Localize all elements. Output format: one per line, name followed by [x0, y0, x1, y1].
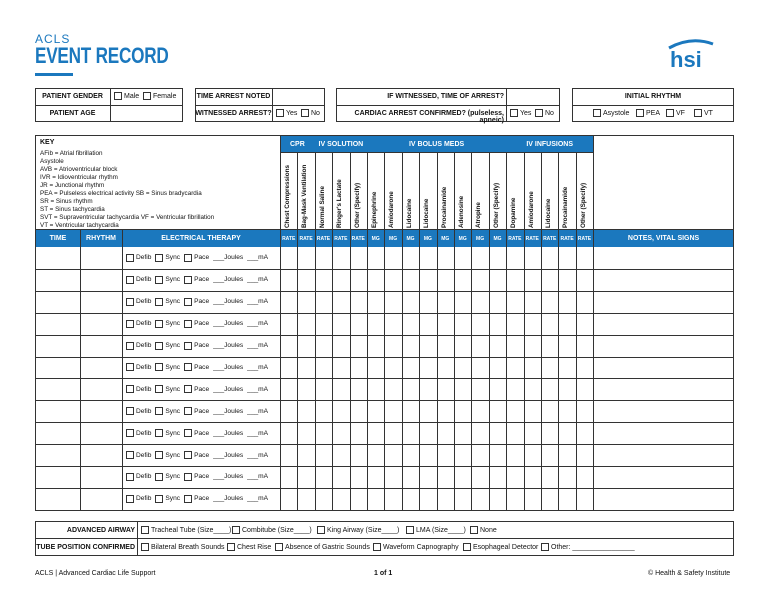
ma-label: ___mA	[247, 342, 269, 350]
pace-label: Pace	[194, 385, 210, 393]
column-label: Amiodarone	[527, 191, 535, 228]
electrical-therapy-row	[126, 422, 272, 444]
unit-label: RATE	[334, 235, 348, 242]
joules-label: ___Joules	[213, 276, 244, 284]
sync-checkbox[interactable]	[155, 254, 163, 262]
asystole-checkbox[interactable]	[593, 109, 601, 117]
key-line: VT = Ventricular tachycardia	[40, 222, 119, 229]
pace-checkbox[interactable]	[184, 320, 192, 328]
airway-checkbox[interactable]	[406, 526, 414, 534]
arrest-confirmed-label: CARDIAC ARREST CONFIRMED? (pulseless, apneic)	[354, 110, 504, 124]
tube-checkbox[interactable]	[541, 543, 549, 551]
rhythm-asystole[interactable]: Asystole	[593, 109, 629, 117]
tube-position-label: TUBE POSITION CONFIRMED	[36, 544, 135, 551]
pace-label: Pace	[194, 342, 210, 350]
key-line: Asystole	[40, 158, 64, 165]
sync-checkbox[interactable]	[155, 320, 163, 328]
pace-label: Pace	[194, 276, 210, 284]
sync-checkbox[interactable]	[155, 298, 163, 306]
confirmed-yes[interactable]: Yes	[510, 109, 531, 117]
column-label: Dopamine	[510, 197, 518, 228]
sync-label: Sync	[165, 451, 181, 459]
electrical-therapy-row	[126, 357, 272, 379]
rhythm-header: RHYTHM	[86, 235, 116, 242]
group-cpr-label: CPR	[290, 140, 305, 148]
pace-label: Pace	[194, 429, 210, 437]
tube-option[interactable]: Chest Rise	[227, 543, 271, 551]
unit-label: MG	[406, 235, 415, 242]
electrical-therapy-header: ELECTRICAL THERAPY	[161, 235, 241, 242]
vf-checkbox[interactable]	[666, 109, 674, 117]
pace-checkbox[interactable]	[184, 429, 192, 437]
unit-label: MG	[493, 235, 502, 242]
witnessed-label: WITNESSED ARREST?	[195, 110, 272, 117]
pace-label: Pace	[194, 363, 210, 371]
airway-checkbox[interactable]	[317, 526, 325, 534]
witnessed-no[interactable]: No	[301, 109, 320, 117]
unit-label: RATE	[316, 235, 331, 242]
ma-label: ___mA	[247, 407, 269, 415]
defib-checkbox[interactable]	[126, 473, 134, 481]
patient-gender-label: PATIENT GENDER	[42, 93, 103, 100]
airway-checkbox[interactable]	[232, 526, 240, 534]
form-subtitle: ACLS	[35, 32, 71, 46]
pea-checkbox[interactable]	[636, 109, 644, 117]
time-of-arrest-input[interactable]	[507, 89, 559, 104]
pace-checkbox[interactable]	[184, 254, 192, 262]
airway-option[interactable]: Combitube (Size____)	[232, 526, 312, 534]
key-line: IVR = Idioventricular rhythm	[40, 174, 118, 181]
defib-checkbox[interactable]	[126, 495, 134, 503]
key-line: PEA = Pulseless electrical activity SB = Sinus bradycardia	[40, 190, 202, 197]
key-title: KEY	[40, 139, 55, 146]
airway-checkbox[interactable]	[141, 526, 149, 534]
column-label: Lidocaine	[405, 198, 413, 228]
column-label: Chest Compressions	[284, 165, 291, 228]
confirmed-no-checkbox[interactable]	[535, 109, 543, 117]
time-header: TIME	[49, 235, 67, 242]
joules-label: ___Joules	[213, 407, 244, 415]
group-iv_infusions-label: IV INFUSIONS	[526, 140, 574, 148]
airway-option[interactable]: None	[470, 526, 497, 534]
female-checkbox[interactable]	[143, 92, 151, 100]
title-underline	[35, 73, 73, 76]
sync-label: Sync	[165, 429, 181, 437]
sync-checkbox[interactable]	[155, 363, 163, 371]
defib-checkbox[interactable]	[126, 451, 134, 459]
defib-checkbox[interactable]	[126, 363, 134, 371]
defib-label: Defib	[136, 429, 152, 437]
pace-label: Pace	[194, 320, 210, 328]
joules-label: ___Joules	[213, 298, 244, 306]
airway-checkbox[interactable]	[470, 526, 478, 534]
ma-label: ___mA	[247, 254, 269, 262]
pace-checkbox[interactable]	[184, 276, 192, 284]
unit-label: MG	[476, 235, 485, 242]
key-line: AVB = Atrioventricular block	[40, 166, 118, 173]
group-iv_solution-label: IV SOLUTION	[318, 140, 364, 148]
airway-option[interactable]: Tracheal Tube (Size____)	[141, 526, 231, 534]
airway-option[interactable]: King Airway (Size____)	[317, 526, 399, 534]
column-label: Atropine	[475, 202, 483, 228]
tube-checkbox[interactable]	[141, 543, 149, 551]
ma-label: ___mA	[247, 495, 269, 503]
unit-label: MG	[423, 235, 432, 242]
male-option[interactable]: Male	[114, 92, 139, 100]
unit-label: MG	[441, 235, 450, 242]
sync-label: Sync	[165, 276, 181, 284]
defib-label: Defib	[136, 276, 152, 284]
joules-label: ___Joules	[213, 320, 244, 328]
tube-option[interactable]: Absence of Gastric Sounds	[275, 543, 370, 551]
unit-label: RATE	[282, 235, 296, 242]
defib-label: Defib	[136, 254, 152, 262]
defib-checkbox[interactable]	[126, 254, 134, 262]
electrical-therapy-row	[126, 313, 272, 335]
column-label: Lidocaine	[545, 198, 552, 228]
unit-label: RATE	[351, 235, 365, 242]
key-line: AFib = Atrial fibrillation	[40, 150, 103, 157]
pace-checkbox[interactable]	[184, 407, 192, 415]
defib-label: Defib	[136, 342, 152, 350]
rhythm-vf[interactable]: VF	[666, 109, 685, 117]
joules-label: ___Joules	[213, 429, 244, 437]
tube-checkbox[interactable]	[463, 543, 471, 551]
unit-label: RATE	[508, 235, 522, 242]
sync-label: Sync	[165, 495, 181, 503]
svg-text:hsi: hsi	[670, 47, 702, 70]
sync-label: Sync	[165, 342, 181, 350]
column-label: Adenosine	[458, 195, 465, 228]
key-line: ST = Sinus tachycardia	[40, 206, 105, 213]
electrical-therapy-row	[126, 400, 272, 422]
electrical-therapy-row	[126, 488, 272, 510]
female-option[interactable]: Female	[143, 92, 176, 100]
ma-label: ___mA	[247, 320, 269, 328]
ma-label: ___mA	[247, 276, 269, 284]
column-label: Other (Specify)	[353, 182, 361, 228]
sync-label: Sync	[165, 473, 181, 481]
defib-label: Defib	[136, 473, 152, 481]
rhythm-vt[interactable]: VT	[694, 109, 713, 117]
defib-label: Defib	[136, 363, 152, 371]
column-label: Normal Saline	[318, 186, 326, 228]
unit-label: RATE	[299, 235, 313, 242]
group-iv_bolus-label: IV BOLUS MEDS	[408, 140, 465, 148]
sync-label: Sync	[165, 385, 181, 393]
electrical-therapy-row	[126, 269, 272, 291]
tube-option[interactable]: Bilateral Breath Sounds	[141, 543, 225, 551]
column-label: Other (Specify)	[579, 182, 587, 228]
page-number: 1 of 1	[374, 570, 393, 577]
pace-checkbox[interactable]	[184, 363, 192, 371]
column-label: Bag-Mask Ventilation	[301, 164, 309, 228]
pace-label: Pace	[194, 254, 210, 262]
pace-checkbox[interactable]	[184, 451, 192, 459]
defib-checkbox[interactable]	[126, 320, 134, 328]
tube-option[interactable]: Waveform Capnography	[373, 543, 459, 551]
form-title: EVENT RECORD	[35, 43, 169, 68]
tube-checkbox[interactable]	[275, 543, 283, 551]
sync-label: Sync	[165, 298, 181, 306]
column-label: Amiodarone	[388, 191, 396, 228]
defib-checkbox[interactable]	[126, 429, 134, 437]
defib-checkbox[interactable]	[126, 276, 134, 284]
pace-checkbox[interactable]	[184, 495, 192, 503]
column-label: Procainamide	[562, 186, 570, 228]
pace-label: Pace	[194, 495, 210, 503]
pace-label: Pace	[194, 407, 210, 415]
defib-label: Defib	[136, 385, 152, 393]
defib-checkbox[interactable]	[126, 298, 134, 306]
unit-label: MG	[371, 235, 380, 242]
defib-checkbox[interactable]	[126, 342, 134, 350]
column-label: Other (Specify)	[492, 182, 500, 228]
electrical-therapy-row	[126, 291, 272, 313]
ma-label: ___mA	[247, 298, 269, 306]
electrical-therapy-row	[126, 466, 272, 488]
sync-label: Sync	[165, 407, 181, 415]
ma-label: ___mA	[247, 385, 269, 393]
pace-checkbox[interactable]	[184, 473, 192, 481]
unit-label: MG	[458, 235, 467, 242]
joules-label: ___Joules	[213, 254, 244, 262]
time-arrest-input[interactable]	[273, 89, 324, 104]
pace-label: Pace	[194, 473, 210, 481]
sync-label: Sync	[165, 320, 181, 328]
male-checkbox[interactable]	[114, 92, 122, 100]
sync-checkbox[interactable]	[155, 276, 163, 284]
footer-left: ACLS | Advanced Cardiac Life Support	[35, 570, 156, 577]
key-line: JR = Junctional rhythm	[40, 182, 105, 189]
pace-checkbox[interactable]	[184, 298, 192, 306]
defib-checkbox[interactable]	[126, 385, 134, 393]
witnessed-no-checkbox[interactable]	[301, 109, 309, 117]
ma-label: ___mA	[247, 429, 269, 437]
pace-label: Pace	[194, 451, 210, 459]
witnessed-yes-checkbox[interactable]	[276, 109, 284, 117]
hsi-logo	[666, 36, 716, 70]
key-line: SR = Sinus rhythm	[40, 198, 93, 205]
confirmed-yes-checkbox[interactable]	[510, 109, 518, 117]
initial-rhythm-label: INITIAL RHYTHM	[624, 93, 682, 100]
defib-label: Defib	[136, 495, 152, 503]
footer-right: © Health & Safety Institute	[648, 570, 731, 577]
sync-checkbox[interactable]	[155, 407, 163, 415]
electrical-therapy-row	[126, 444, 272, 466]
joules-label: ___Joules	[213, 342, 244, 350]
unit-label: RATE	[543, 235, 557, 242]
sync-checkbox[interactable]	[155, 473, 163, 481]
joules-label: ___Joules	[213, 451, 244, 459]
sync-checkbox[interactable]	[155, 451, 163, 459]
witnessed-yes[interactable]: Yes	[276, 109, 297, 117]
rhythm-pea[interactable]: PEA	[636, 109, 660, 117]
airway-option[interactable]: LMA (Size____)	[406, 526, 466, 534]
sync-checkbox[interactable]	[155, 342, 163, 350]
sync-checkbox[interactable]	[155, 495, 163, 503]
sync-checkbox[interactable]	[155, 429, 163, 437]
defib-label: Defib	[136, 298, 152, 306]
key-line: SVT = Supraventricular tachycardia VF = Ventricular fibrillation	[40, 214, 215, 221]
patient-age-label: PATIENT AGE	[49, 110, 96, 117]
joules-label: ___Joules	[213, 473, 244, 481]
tube-option[interactable]: Other: ________________	[541, 543, 635, 551]
tube-option[interactable]: Esophageal Detector	[463, 543, 538, 551]
confirmed-no[interactable]: No	[535, 109, 554, 117]
joules-label: ___Joules	[213, 363, 244, 371]
tube-checkbox[interactable]	[227, 543, 235, 551]
defib-label: Defib	[136, 320, 152, 328]
unit-label: RATE	[560, 235, 574, 242]
pace-checkbox[interactable]	[184, 342, 192, 350]
pace-checkbox[interactable]	[184, 385, 192, 393]
time-arrest-label: TIME ARREST NOTED	[196, 93, 271, 100]
vt-checkbox[interactable]	[694, 109, 702, 117]
column-label: Ringer's Lactate	[336, 179, 344, 228]
defib-checkbox[interactable]	[126, 407, 134, 415]
unit-label: RATE	[525, 235, 539, 242]
sync-label: Sync	[165, 363, 181, 371]
ma-label: ___mA	[247, 363, 269, 371]
tube-checkbox[interactable]	[373, 543, 381, 551]
electrical-therapy-row	[126, 247, 272, 269]
ma-label: ___mA	[247, 473, 269, 481]
defib-label: Defib	[136, 407, 152, 415]
time-of-arrest-label: IF WITNESSED, TIME OF ARREST?	[387, 93, 504, 100]
electrical-therapy-row	[126, 335, 272, 357]
sync-label: Sync	[165, 254, 181, 262]
electrical-therapy-row	[126, 378, 272, 400]
unit-label: MG	[389, 235, 398, 242]
advanced-airway-label: ADVANCED AIRWAY	[66, 527, 135, 534]
column-label: Lidocaine	[423, 198, 431, 228]
pace-label: Pace	[194, 298, 210, 306]
column-label: Procainamide	[440, 186, 448, 228]
patient-age-input[interactable]	[111, 106, 182, 121]
joules-label: ___Joules	[213, 495, 244, 503]
joules-label: ___Joules	[213, 385, 244, 393]
ma-label: ___mA	[247, 451, 269, 459]
notes-header: NOTES, VITAL SIGNS	[627, 235, 700, 242]
defib-label: Defib	[136, 451, 152, 459]
column-label: Epinephrine	[371, 191, 378, 228]
unit-label: RATE	[577, 235, 592, 242]
sync-checkbox[interactable]	[155, 385, 163, 393]
